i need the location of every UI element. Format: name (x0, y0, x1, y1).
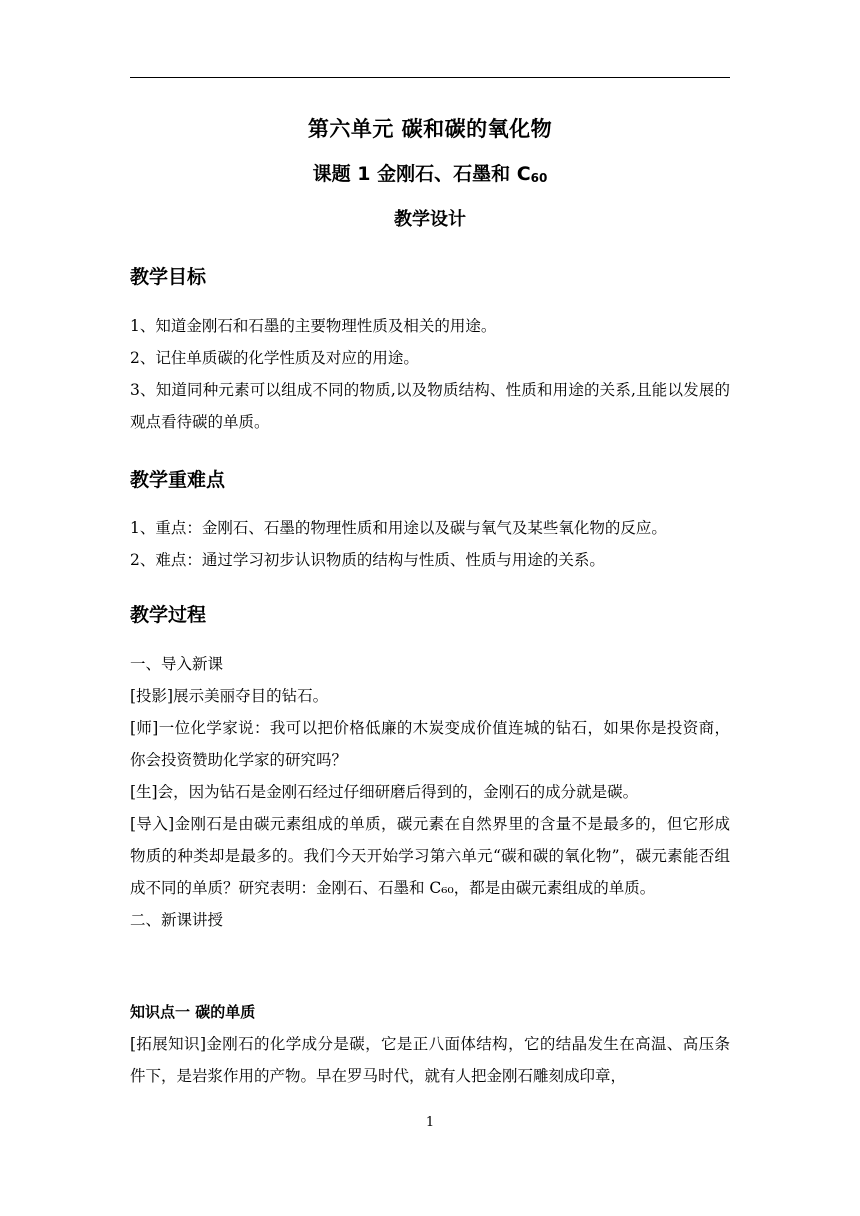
process-heading: 教学过程 (130, 604, 207, 626)
doc-type: 教学设计 (394, 209, 466, 230)
keypoints-heading: 教学重难点 (130, 469, 226, 491)
lesson-title-main: 课题 1 金刚石、石墨和 C (312, 163, 531, 185)
process-list (130, 648, 730, 936)
goal-item: 3、知道同种元素可以组成不同的物质,以及物质结构、性质和用途的关系,且能以发展的观点看待碳的单质。 (130, 381, 730, 431)
goal-item: 1、知道金刚石和石墨的主要物理性质及相关的用途。 (130, 317, 497, 335)
lesson-title-subscript: 60 (530, 171, 548, 185)
header-rule (130, 77, 730, 78)
keypoint-item: 2、难点：通过学习初步认识物质的结构与性质、性质与用途的关系。 (130, 551, 605, 569)
keypoints-list (130, 512, 730, 576)
process-item: 二、新课讲授 (130, 911, 224, 929)
goal-item: 2、记住单质碳的化学性质及对应的用途。 (130, 349, 419, 367)
goals-heading: 教学目标 (130, 266, 207, 288)
page-number: 1 (425, 1115, 435, 1130)
process-item: [师]一位化学家说：我可以把价格低廉的木炭变成价值连城的钻石，如果你是投资商，你会投资赞助化学家的研究吗？ (130, 719, 730, 769)
goals-list (130, 310, 730, 438)
knowledge-block (130, 996, 730, 1092)
knowledge-heading: 知识点一 碳的单质 (130, 1003, 256, 1021)
keypoint-item: 1、重点：金刚石、石墨的物理性质和用途以及碳与氧气及某些氧化物的反应。 (130, 519, 667, 537)
lesson-title (130, 159, 730, 186)
unit-title: 第六单元 碳和碳的氧化物 (307, 117, 553, 141)
process-item: [导入]金刚石是由碳元素组成的单质，碳元素在自然界里的含量不是最多的，但它形成物质的种类却是最多的。我们今天开始学习第六单元“碳和碳的氧化物”，碳元素能否组成不同的单质？研究表明：金刚石、石墨和 C₆₀，都是由碳元素组成的单质。 (130, 815, 730, 897)
process-item: 一、导入新课 (130, 655, 224, 673)
process-item: [投影]展示美丽夺目的钻石。 (130, 687, 329, 705)
knowledge-item: [拓展知识]金刚石的化学成分是碳，它是正八面体结构，它的结晶发生在高温、高压条件下，是岩浆作用的产物。早在罗马时代，就有人把金刚石雕刻成印章， (130, 1035, 730, 1085)
process-item: [生]会，因为钻石是金刚石经过仔细研磨后得到的，金刚石的成分就是碳。 (130, 783, 639, 801)
